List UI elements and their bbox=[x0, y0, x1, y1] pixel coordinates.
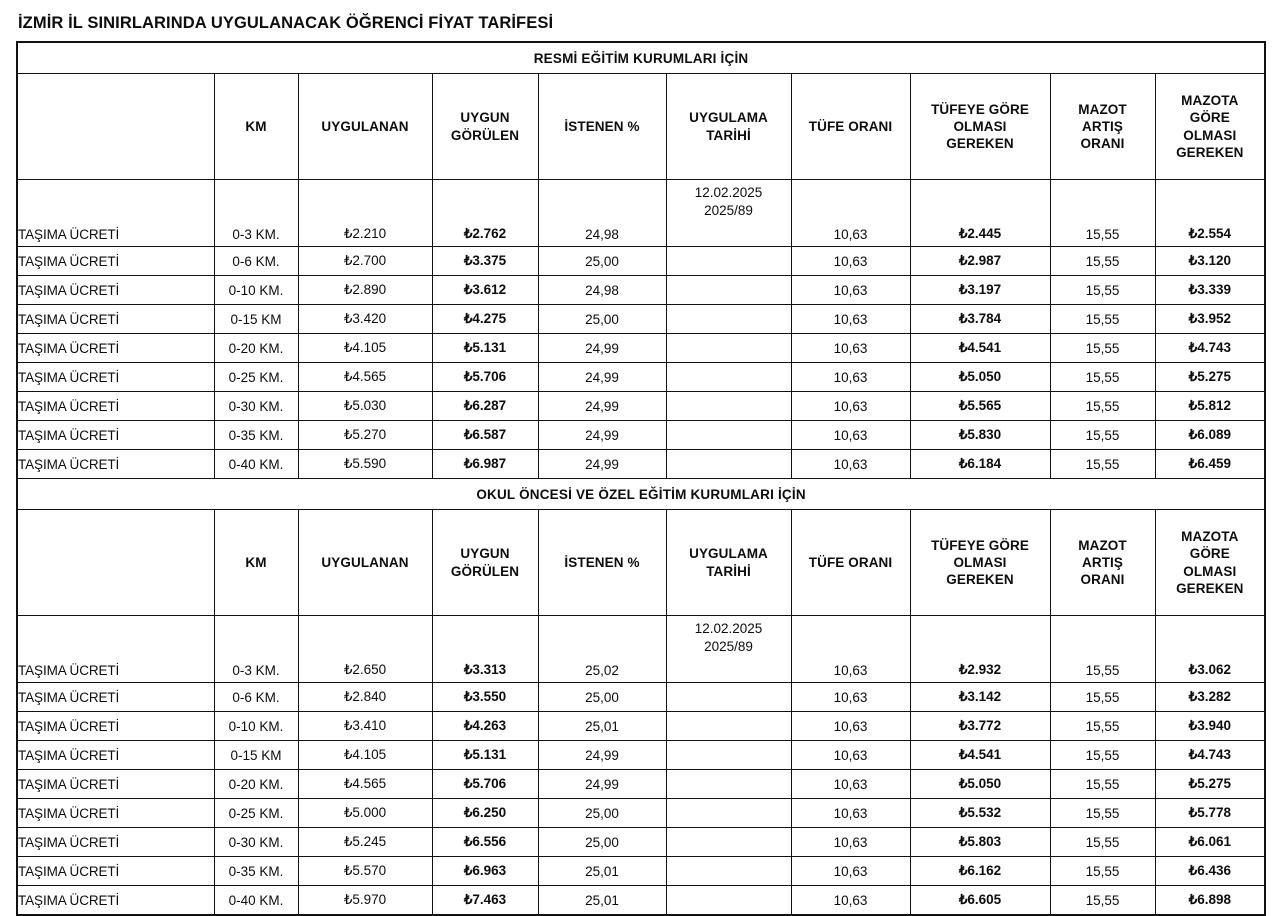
cell-applied: ₺5.245 bbox=[298, 828, 432, 857]
table-row bbox=[17, 712, 1265, 741]
section-banner-row bbox=[17, 42, 1265, 74]
cell-km: 0-15 KM bbox=[214, 305, 298, 334]
cell-application-date bbox=[666, 616, 791, 683]
column-header-tufe-rate: TÜFE ORANI bbox=[791, 510, 910, 616]
cell-tufe-rate: 10,63 bbox=[791, 334, 910, 363]
cell-requested-pct: 24,98 bbox=[538, 276, 666, 305]
cell-requested-pct: 24,99 bbox=[538, 363, 666, 392]
column-header-application-date-line-1: UYGULAMA bbox=[689, 546, 768, 562]
cell-tufe-based: ₺3.784 bbox=[910, 305, 1050, 334]
column-header-row bbox=[17, 74, 1265, 180]
column-header-requested-pct: İSTENEN % bbox=[538, 510, 666, 616]
column-header-applied: UYGULANAN bbox=[298, 510, 432, 616]
cell-tufe-rate: 10,63 bbox=[791, 770, 910, 799]
cell-tufe-rate: 10,63 bbox=[791, 828, 910, 857]
cell-label: TAŞIMA ÜCRETİ bbox=[17, 683, 214, 712]
cell-requested-pct: 24,98 bbox=[538, 180, 666, 247]
cell-tufe-rate: 10,63 bbox=[791, 683, 910, 712]
cell-label: TAŞIMA ÜCRETİ bbox=[17, 770, 214, 799]
column-header-mazot-rate bbox=[1050, 74, 1155, 180]
cell-applied: ₺3.410 bbox=[298, 712, 432, 741]
cell-application-date bbox=[666, 741, 791, 770]
cell-application-date bbox=[666, 857, 791, 886]
column-header-mazot-based bbox=[1155, 510, 1265, 616]
cell-application-date bbox=[666, 450, 791, 479]
column-header-mazot-based-line-4: GEREKEN bbox=[1176, 144, 1244, 160]
column-header-mazot-based-line-1: MAZOTA bbox=[1181, 92, 1239, 108]
cell-mazot-based: ₺3.062 bbox=[1155, 616, 1265, 683]
column-header-row bbox=[17, 510, 1265, 616]
section-banner-1: RESMİ EĞİTİM KURUMLARI İÇİN bbox=[17, 42, 1265, 74]
cell-tufe-rate: 10,63 bbox=[791, 886, 910, 916]
column-header-application-date-line-1: UYGULAMA bbox=[689, 110, 768, 126]
cell-applied: ₺2.840 bbox=[298, 683, 432, 712]
column-header-tufe-rate: TÜFE ORANI bbox=[791, 74, 910, 180]
cell-km: 0-30 KM. bbox=[214, 392, 298, 421]
cell-approved: ₺5.131 bbox=[432, 741, 538, 770]
cell-approved: ₺6.556 bbox=[432, 828, 538, 857]
cell-tufe-rate: 10,63 bbox=[791, 799, 910, 828]
cell-label: TAŞIMA ÜCRETİ bbox=[17, 334, 214, 363]
cell-mazot-based: ₺4.743 bbox=[1155, 334, 1265, 363]
column-header-application-date-line-2: TARİHİ bbox=[706, 563, 751, 579]
cell-approved: ₺3.550 bbox=[432, 683, 538, 712]
column-header-blank bbox=[17, 74, 214, 180]
cell-requested-pct: 25,00 bbox=[538, 305, 666, 334]
cell-tufe-rate: 10,63 bbox=[791, 450, 910, 479]
cell-mazot-based: ₺6.089 bbox=[1155, 421, 1265, 450]
cell-mazot-rate: 15,55 bbox=[1050, 886, 1155, 916]
cell-requested-pct: 24,99 bbox=[538, 334, 666, 363]
column-header-mazot-rate bbox=[1050, 510, 1155, 616]
table-row bbox=[17, 247, 1265, 276]
cell-label: TAŞIMA ÜCRETİ bbox=[17, 421, 214, 450]
cell-application-date-line-2: 2025/89 bbox=[704, 202, 753, 218]
cell-label: TAŞIMA ÜCRETİ bbox=[17, 799, 214, 828]
column-header-approved-line-1: UYGUN bbox=[460, 110, 510, 126]
cell-approved: ₺4.275 bbox=[432, 305, 538, 334]
cell-approved: ₺2.762 bbox=[432, 180, 538, 247]
column-header-blank bbox=[17, 510, 214, 616]
cell-label: TAŞIMA ÜCRETİ bbox=[17, 450, 214, 479]
cell-applied: ₺4.105 bbox=[298, 741, 432, 770]
cell-applied: ₺4.565 bbox=[298, 770, 432, 799]
cell-approved: ₺5.131 bbox=[432, 334, 538, 363]
section-banner-2: OKUL ÖNCESİ VE ÖZEL EĞİTİM KURUMLARI İÇİN bbox=[17, 479, 1265, 510]
cell-tufe-based: ₺5.050 bbox=[910, 770, 1050, 799]
cell-approved: ₺5.706 bbox=[432, 363, 538, 392]
cell-approved: ₺6.587 bbox=[432, 421, 538, 450]
cell-tufe-based: ₺6.605 bbox=[910, 886, 1050, 916]
column-header-mazot-rate-line-1: MAZOT bbox=[1078, 537, 1127, 553]
cell-km: 0-3 KM. bbox=[214, 180, 298, 247]
column-header-tufe-based-line-1: TÜFEYE GÖRE bbox=[931, 101, 1029, 117]
cell-label: TAŞIMA ÜCRETİ bbox=[17, 886, 214, 916]
cell-applied: ₺5.000 bbox=[298, 799, 432, 828]
cell-applied: ₺4.565 bbox=[298, 363, 432, 392]
cell-km: 0-25 KM. bbox=[214, 799, 298, 828]
cell-km: 0-35 KM. bbox=[214, 421, 298, 450]
cell-application-date bbox=[666, 276, 791, 305]
cell-tufe-based: ₺5.050 bbox=[910, 363, 1050, 392]
column-header-tufe-based-line-3: GEREKEN bbox=[946, 136, 1014, 152]
cell-applied: ₺2.890 bbox=[298, 276, 432, 305]
cell-km: 0-25 KM. bbox=[214, 363, 298, 392]
cell-mazot-rate: 15,55 bbox=[1050, 421, 1155, 450]
cell-mazot-rate: 15,55 bbox=[1050, 363, 1155, 392]
table-row bbox=[17, 305, 1265, 334]
cell-mazot-rate: 15,55 bbox=[1050, 392, 1155, 421]
column-header-tufe-based bbox=[910, 510, 1050, 616]
table-row bbox=[17, 799, 1265, 828]
column-header-tufe-based-line-2: OLMASI bbox=[953, 554, 1007, 570]
cell-approved: ₺3.612 bbox=[432, 276, 538, 305]
cell-tufe-based: ₺6.184 bbox=[910, 450, 1050, 479]
cell-tufe-based: ₺5.532 bbox=[910, 799, 1050, 828]
column-header-tufe-based-line-3: GEREKEN bbox=[946, 572, 1014, 588]
column-header-approved bbox=[432, 74, 538, 180]
cell-mazot-rate: 15,55 bbox=[1050, 305, 1155, 334]
column-header-approved-line-1: UYGUN bbox=[460, 546, 510, 562]
cell-application-date-line-2: 2025/89 bbox=[704, 638, 753, 654]
cell-km: 0-15 KM bbox=[214, 741, 298, 770]
cell-km: 0-6 KM. bbox=[214, 683, 298, 712]
cell-tufe-based: ₺4.541 bbox=[910, 741, 1050, 770]
cell-approved: ₺3.313 bbox=[432, 616, 538, 683]
cell-tufe-rate: 10,63 bbox=[791, 180, 910, 247]
cell-application-date-line-1: 12.02.2025 bbox=[694, 185, 763, 200]
cell-tufe-rate: 10,63 bbox=[791, 741, 910, 770]
cell-application-date-line-1: 12.02.2025 bbox=[694, 621, 763, 636]
cell-label: TAŞIMA ÜCRETİ bbox=[17, 305, 214, 334]
column-header-mazot-based-line-1: MAZOTA bbox=[1181, 528, 1239, 544]
section-banner-row bbox=[17, 479, 1265, 510]
cell-applied: ₺2.650 bbox=[298, 616, 432, 683]
cell-application-date bbox=[666, 180, 791, 247]
cell-applied: ₺2.700 bbox=[298, 247, 432, 276]
cell-mazot-based: ₺3.120 bbox=[1155, 247, 1265, 276]
cell-mazot-based: ₺5.778 bbox=[1155, 799, 1265, 828]
cell-application-date bbox=[666, 712, 791, 741]
cell-approved: ₺4.263 bbox=[432, 712, 538, 741]
cell-requested-pct: 24,99 bbox=[538, 770, 666, 799]
cell-tufe-rate: 10,63 bbox=[791, 276, 910, 305]
column-header-tufe-based-line-1: TÜFEYE GÖRE bbox=[931, 537, 1029, 553]
table-row bbox=[17, 616, 1265, 683]
cell-requested-pct: 25,02 bbox=[538, 616, 666, 683]
cell-mazot-rate: 15,55 bbox=[1050, 616, 1155, 683]
cell-label: TAŞIMA ÜCRETİ bbox=[17, 363, 214, 392]
column-header-tufe-based-line-2: OLMASI bbox=[953, 118, 1007, 134]
cell-label: TAŞIMA ÜCRETİ bbox=[17, 247, 214, 276]
cell-tufe-rate: 10,63 bbox=[791, 857, 910, 886]
cell-mazot-based: ₺6.436 bbox=[1155, 857, 1265, 886]
column-header-requested-pct: İSTENEN % bbox=[538, 74, 666, 180]
cell-tufe-based: ₺5.803 bbox=[910, 828, 1050, 857]
cell-mazot-rate: 15,55 bbox=[1050, 799, 1155, 828]
cell-mazot-based: ₺3.940 bbox=[1155, 712, 1265, 741]
table-row bbox=[17, 421, 1265, 450]
column-header-mazot-rate-line-2: ARTIŞ bbox=[1082, 554, 1123, 570]
column-header-applied: UYGULANAN bbox=[298, 74, 432, 180]
table-row bbox=[17, 363, 1265, 392]
cell-tufe-rate: 10,63 bbox=[791, 616, 910, 683]
cell-applied: ₺5.570 bbox=[298, 857, 432, 886]
cell-tufe-based: ₺3.142 bbox=[910, 683, 1050, 712]
column-header-mazot-based-line-3: OLMASI bbox=[1183, 563, 1237, 579]
cell-label: TAŞIMA ÜCRETİ bbox=[17, 392, 214, 421]
cell-requested-pct: 24,99 bbox=[538, 392, 666, 421]
cell-application-date bbox=[666, 305, 791, 334]
cell-mazot-based: ₺6.898 bbox=[1155, 886, 1265, 916]
cell-applied: ₺5.030 bbox=[298, 392, 432, 421]
cell-tufe-rate: 10,63 bbox=[791, 421, 910, 450]
cell-application-date bbox=[666, 683, 791, 712]
tariff-table-body bbox=[17, 42, 1265, 915]
cell-label: TAŞIMA ÜCRETİ bbox=[17, 616, 214, 683]
table-row bbox=[17, 683, 1265, 712]
cell-application-date bbox=[666, 770, 791, 799]
table-row bbox=[17, 450, 1265, 479]
cell-km: 0-20 KM. bbox=[214, 334, 298, 363]
cell-tufe-based: ₺4.541 bbox=[910, 334, 1050, 363]
cell-application-date bbox=[666, 363, 791, 392]
cell-application-date bbox=[666, 421, 791, 450]
table-row bbox=[17, 180, 1265, 247]
cell-label: TAŞIMA ÜCRETİ bbox=[17, 180, 214, 247]
cell-km: 0-40 KM. bbox=[214, 450, 298, 479]
column-header-tufe-based bbox=[910, 74, 1050, 180]
cell-mazot-based: ₺5.275 bbox=[1155, 770, 1265, 799]
cell-mazot-rate: 15,55 bbox=[1050, 450, 1155, 479]
cell-mazot-rate: 15,55 bbox=[1050, 276, 1155, 305]
table-row bbox=[17, 392, 1265, 421]
column-header-approved bbox=[432, 510, 538, 616]
cell-applied: ₺2.210 bbox=[298, 180, 432, 247]
cell-approved: ₺3.375 bbox=[432, 247, 538, 276]
cell-mazot-based: ₺3.282 bbox=[1155, 683, 1265, 712]
cell-application-date bbox=[666, 392, 791, 421]
cell-mazot-based: ₺4.743 bbox=[1155, 741, 1265, 770]
table-row bbox=[17, 857, 1265, 886]
cell-tufe-based: ₺2.932 bbox=[910, 616, 1050, 683]
cell-applied: ₺4.105 bbox=[298, 334, 432, 363]
cell-km: 0-35 KM. bbox=[214, 857, 298, 886]
cell-km: 0-40 KM. bbox=[214, 886, 298, 916]
cell-mazot-based: ₺3.952 bbox=[1155, 305, 1265, 334]
cell-mazot-rate: 15,55 bbox=[1050, 857, 1155, 886]
cell-tufe-based: ₺5.565 bbox=[910, 392, 1050, 421]
column-header-application-date-line-2: TARİHİ bbox=[706, 127, 751, 143]
cell-application-date bbox=[666, 799, 791, 828]
cell-applied: ₺5.270 bbox=[298, 421, 432, 450]
table-row bbox=[17, 276, 1265, 305]
column-header-mazot-rate-line-1: MAZOT bbox=[1078, 101, 1127, 117]
cell-mazot-rate: 15,55 bbox=[1050, 247, 1155, 276]
column-header-mazot-based-line-4: GEREKEN bbox=[1176, 580, 1244, 596]
cell-approved: ₺6.963 bbox=[432, 857, 538, 886]
cell-requested-pct: 25,01 bbox=[538, 857, 666, 886]
column-header-approved-line-2: GÖRÜLEN bbox=[450, 127, 520, 143]
cell-mazot-rate: 15,55 bbox=[1050, 770, 1155, 799]
cell-application-date bbox=[666, 828, 791, 857]
cell-applied: ₺5.970 bbox=[298, 886, 432, 916]
column-header-mazot-rate-line-2: ARTIŞ bbox=[1082, 118, 1123, 134]
column-header-application-date bbox=[666, 510, 791, 616]
cell-km: 0-10 KM. bbox=[214, 276, 298, 305]
cell-requested-pct: 25,00 bbox=[538, 828, 666, 857]
cell-requested-pct: 25,00 bbox=[538, 799, 666, 828]
column-header-mazot-rate-line-3: ORANI bbox=[1080, 572, 1125, 588]
cell-label: TAŞIMA ÜCRETİ bbox=[17, 276, 214, 305]
cell-km: 0-20 KM. bbox=[214, 770, 298, 799]
cell-label: TAŞIMA ÜCRETİ bbox=[17, 857, 214, 886]
cell-mazot-rate: 15,55 bbox=[1050, 334, 1155, 363]
column-header-mazot-rate-line-3: ORANI bbox=[1080, 136, 1125, 152]
cell-approved: ₺6.987 bbox=[432, 450, 538, 479]
cell-tufe-rate: 10,63 bbox=[791, 363, 910, 392]
cell-applied: ₺3.420 bbox=[298, 305, 432, 334]
cell-mazot-based: ₺5.275 bbox=[1155, 363, 1265, 392]
cell-requested-pct: 25,00 bbox=[538, 683, 666, 712]
column-header-mazot-based-line-2: GÖRE bbox=[1189, 546, 1230, 562]
cell-application-date bbox=[666, 334, 791, 363]
cell-tufe-based: ₺5.830 bbox=[910, 421, 1050, 450]
cell-km: 0-30 KM. bbox=[214, 828, 298, 857]
cell-application-date bbox=[666, 886, 791, 916]
cell-approved: ₺7.463 bbox=[432, 886, 538, 916]
cell-label: TAŞIMA ÜCRETİ bbox=[17, 828, 214, 857]
column-header-km: KM bbox=[214, 74, 298, 180]
cell-tufe-rate: 10,63 bbox=[791, 247, 910, 276]
cell-tufe-based: ₺3.772 bbox=[910, 712, 1050, 741]
table-row bbox=[17, 334, 1265, 363]
column-header-km: KM bbox=[214, 510, 298, 616]
page-title: İZMİR İL SINIRLARINDA UYGULANACAK ÖĞRENCİ FİYAT TARİFESİ bbox=[18, 14, 554, 32]
cell-tufe-based: ₺2.445 bbox=[910, 180, 1050, 247]
cell-requested-pct: 25,00 bbox=[538, 247, 666, 276]
cell-mazot-rate: 15,55 bbox=[1050, 741, 1155, 770]
tariff-table bbox=[16, 41, 1266, 916]
cell-label: TAŞIMA ÜCRETİ bbox=[17, 741, 214, 770]
cell-mazot-rate: 15,55 bbox=[1050, 683, 1155, 712]
cell-tufe-based: ₺3.197 bbox=[910, 276, 1050, 305]
cell-requested-pct: 25,01 bbox=[538, 886, 666, 916]
cell-applied: ₺5.590 bbox=[298, 450, 432, 479]
column-header-mazot-based-line-2: GÖRE bbox=[1189, 110, 1230, 126]
cell-km: 0-3 KM. bbox=[214, 616, 298, 683]
cell-label: TAŞIMA ÜCRETİ bbox=[17, 712, 214, 741]
cell-approved: ₺6.250 bbox=[432, 799, 538, 828]
cell-tufe-based: ₺2.987 bbox=[910, 247, 1050, 276]
cell-tufe-rate: 10,63 bbox=[791, 305, 910, 334]
cell-tufe-rate: 10,63 bbox=[791, 712, 910, 741]
column-header-approved-line-2: GÖRÜLEN bbox=[450, 563, 520, 579]
cell-tufe-based: ₺6.162 bbox=[910, 857, 1050, 886]
cell-approved: ₺6.287 bbox=[432, 392, 538, 421]
table-row bbox=[17, 741, 1265, 770]
cell-requested-pct: 25,01 bbox=[538, 712, 666, 741]
column-header-application-date bbox=[666, 74, 791, 180]
cell-requested-pct: 24,99 bbox=[538, 450, 666, 479]
cell-km: 0-10 KM. bbox=[214, 712, 298, 741]
cell-mazot-based: ₺6.459 bbox=[1155, 450, 1265, 479]
cell-mazot-rate: 15,55 bbox=[1050, 828, 1155, 857]
cell-mazot-rate: 15,55 bbox=[1050, 712, 1155, 741]
column-header-mazot-based-line-3: OLMASI bbox=[1183, 127, 1237, 143]
cell-requested-pct: 24,99 bbox=[538, 421, 666, 450]
cell-mazot-based: ₺5.812 bbox=[1155, 392, 1265, 421]
cell-requested-pct: 24,99 bbox=[538, 741, 666, 770]
table-row bbox=[17, 886, 1265, 916]
cell-tufe-rate: 10,63 bbox=[791, 392, 910, 421]
table-row bbox=[17, 828, 1265, 857]
cell-mazot-rate: 15,55 bbox=[1050, 180, 1155, 247]
cell-application-date bbox=[666, 247, 791, 276]
table-row bbox=[17, 770, 1265, 799]
cell-mazot-based: ₺3.339 bbox=[1155, 276, 1265, 305]
cell-mazot-based: ₺6.061 bbox=[1155, 828, 1265, 857]
column-header-mazot-based bbox=[1155, 74, 1265, 180]
cell-approved: ₺5.706 bbox=[432, 770, 538, 799]
cell-km: 0-6 KM. bbox=[214, 247, 298, 276]
cell-mazot-based: ₺2.554 bbox=[1155, 180, 1265, 247]
